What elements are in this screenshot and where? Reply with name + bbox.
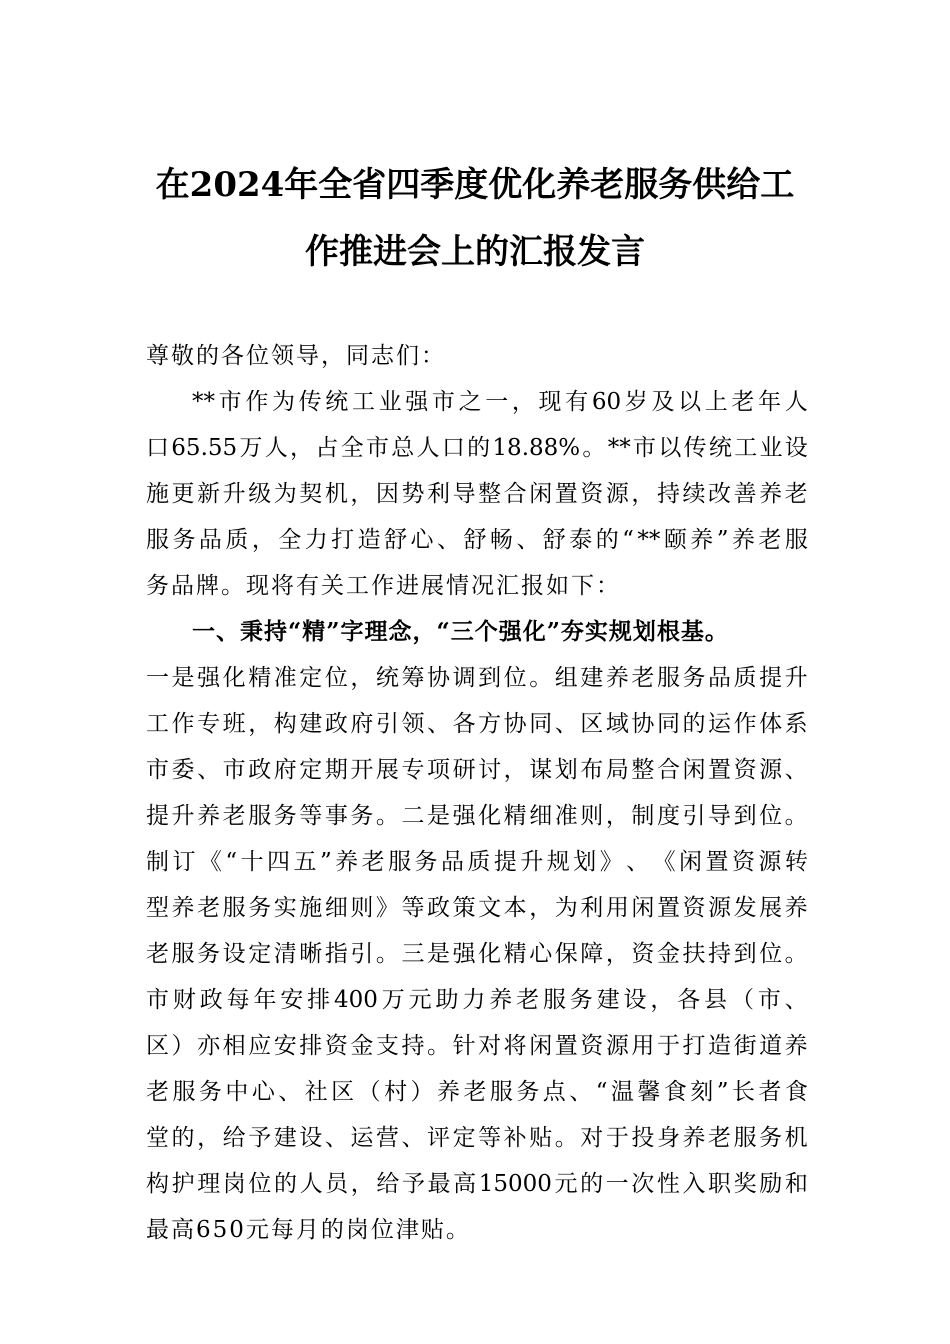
salutation-text: 尊敬的各位领导，同志们：	[146, 343, 446, 369]
paragraph-line	[146, 747, 808, 793]
paragraph-line-text: 最高650元每月的岗位津贴。	[146, 1217, 471, 1243]
paragraph-line	[146, 1161, 808, 1207]
paragraph-line	[146, 701, 808, 747]
paragraph-line	[146, 931, 808, 977]
paragraph-line-text: 口 65.55 万 人 ， 占 全 市 总 人 口 的 18.88% 。 ** 市 以 传 统 工 业 设	[146, 435, 808, 461]
paragraph-line-text: 务品牌。现将有关工作进展情况汇报如下：	[146, 573, 621, 599]
salutation	[146, 333, 808, 379]
document-title-line-2: 作推进会上的汇报发言	[305, 232, 645, 272]
paragraph-line-text: 工 作 专 班 ， 构 建 政 府 引 领 、 各 方 协 同 、 区 域 协 同 的 运 作 体 系	[146, 711, 808, 737]
paragraph-line-text: 型 养 老 服 务 实 施 细 则 》 等 政 策 文 本 ， 为 利 用 闲 置 资 源 发 展 养	[146, 895, 808, 921]
paragraph-line	[146, 425, 808, 471]
paragraph-line-text: 老 服 务 设 定 清 晰 指 引 。 三 是 强 化 精 心 保 障 ， 资 金 扶 持 到 位 。	[146, 941, 808, 967]
paragraph-line	[146, 977, 808, 1023]
paragraph-line	[146, 517, 808, 563]
paragraph-line-text: 一 是 强 化 精 准 定 位 ， 统 筹 协 调 到 位 。 组 建 养 老 服 务 品 质 提 升	[146, 665, 808, 691]
section-heading	[146, 609, 808, 655]
document-title-line-1: 在2024年全省四季度优化养老服务供给工	[155, 165, 795, 205]
paragraph-line	[146, 471, 808, 517]
paragraph-line	[146, 1069, 808, 1115]
paragraph-line	[146, 885, 808, 931]
paragraph-line-text: 施 更 新 升 级 为 契 机 ， 因 势 利 导 整 合 闲 置 资 源 ， 持 续 改 善 养 老	[146, 481, 808, 507]
paragraph-line-text: 提 升 养 老 服 务 等 事 务 。 二 是 强 化 精 细 准 则 ， 制 度 引 导 到 位 。	[146, 803, 808, 829]
paragraph-line-last	[146, 1207, 808, 1253]
section-heading-text: 一、秉持“精”字理念，“三个强化”夯实规划根基。	[192, 618, 729, 645]
document-body	[146, 333, 808, 1253]
paragraph-line-text: 市 委 、 市 政 府 定 期 开 展 专 项 研 讨 ， 谋 划 布 局 整 合 闲 置 资 源 、	[146, 757, 808, 783]
paragraph-line-text: 服 务 品 质 ， 全 力 打 造 舒 心 、 舒 畅 、 舒 泰 的 “ ** 颐 养 ” 养 老 服	[146, 527, 808, 553]
paragraph-line-text: 制 订 《 “ 十 四 五 ” 养 老 服 务 品 质 提 升 规 划 》 、 《 闲 置 资 源 转	[146, 849, 808, 875]
paragraph-line	[146, 839, 808, 885]
paragraph-line-text: 堂 的 ， 给 予 建 设 、 运 营 、 评 定 等 补 贴 。 对 于 投 身 养 老 服 务 机	[146, 1125, 808, 1151]
paragraph-line	[146, 379, 808, 425]
paragraph-line-text: 老 服 务 中 心 、 社 区 （ 村 ） 养 老 服 务 点 、 “ 温 馨 食 刻 ” 长 者 食	[146, 1079, 808, 1105]
paragraph-line-text: 区 ） 亦 相 应 安 排 资 金 支 持 。 针 对 将 闲 置 资 源 用 于 打 造 街 道 养	[146, 1033, 808, 1059]
paragraph-line	[146, 1023, 808, 1069]
paragraph-line-last	[146, 563, 808, 609]
paragraph-line-text: ** 市 作 为 传 统 工 业 强 市 之 一 ， 现 有 60 岁 及 以 上 老 年 人	[192, 389, 808, 415]
paragraph-line	[146, 1115, 808, 1161]
paragraph-line-text: 市 财 政 每 年 安 排 400 万 元 助 力 养 老 服 务 建 设 ， 各 县 （ 市 、	[146, 987, 808, 1013]
paragraph-line	[146, 655, 808, 701]
paragraph-line-text: 构 护 理 岗 位 的 人 员 ， 给 予 最 高 15000 元 的 一 次 性 入 职 奖 励 和	[146, 1171, 808, 1197]
paragraph-line	[146, 793, 808, 839]
